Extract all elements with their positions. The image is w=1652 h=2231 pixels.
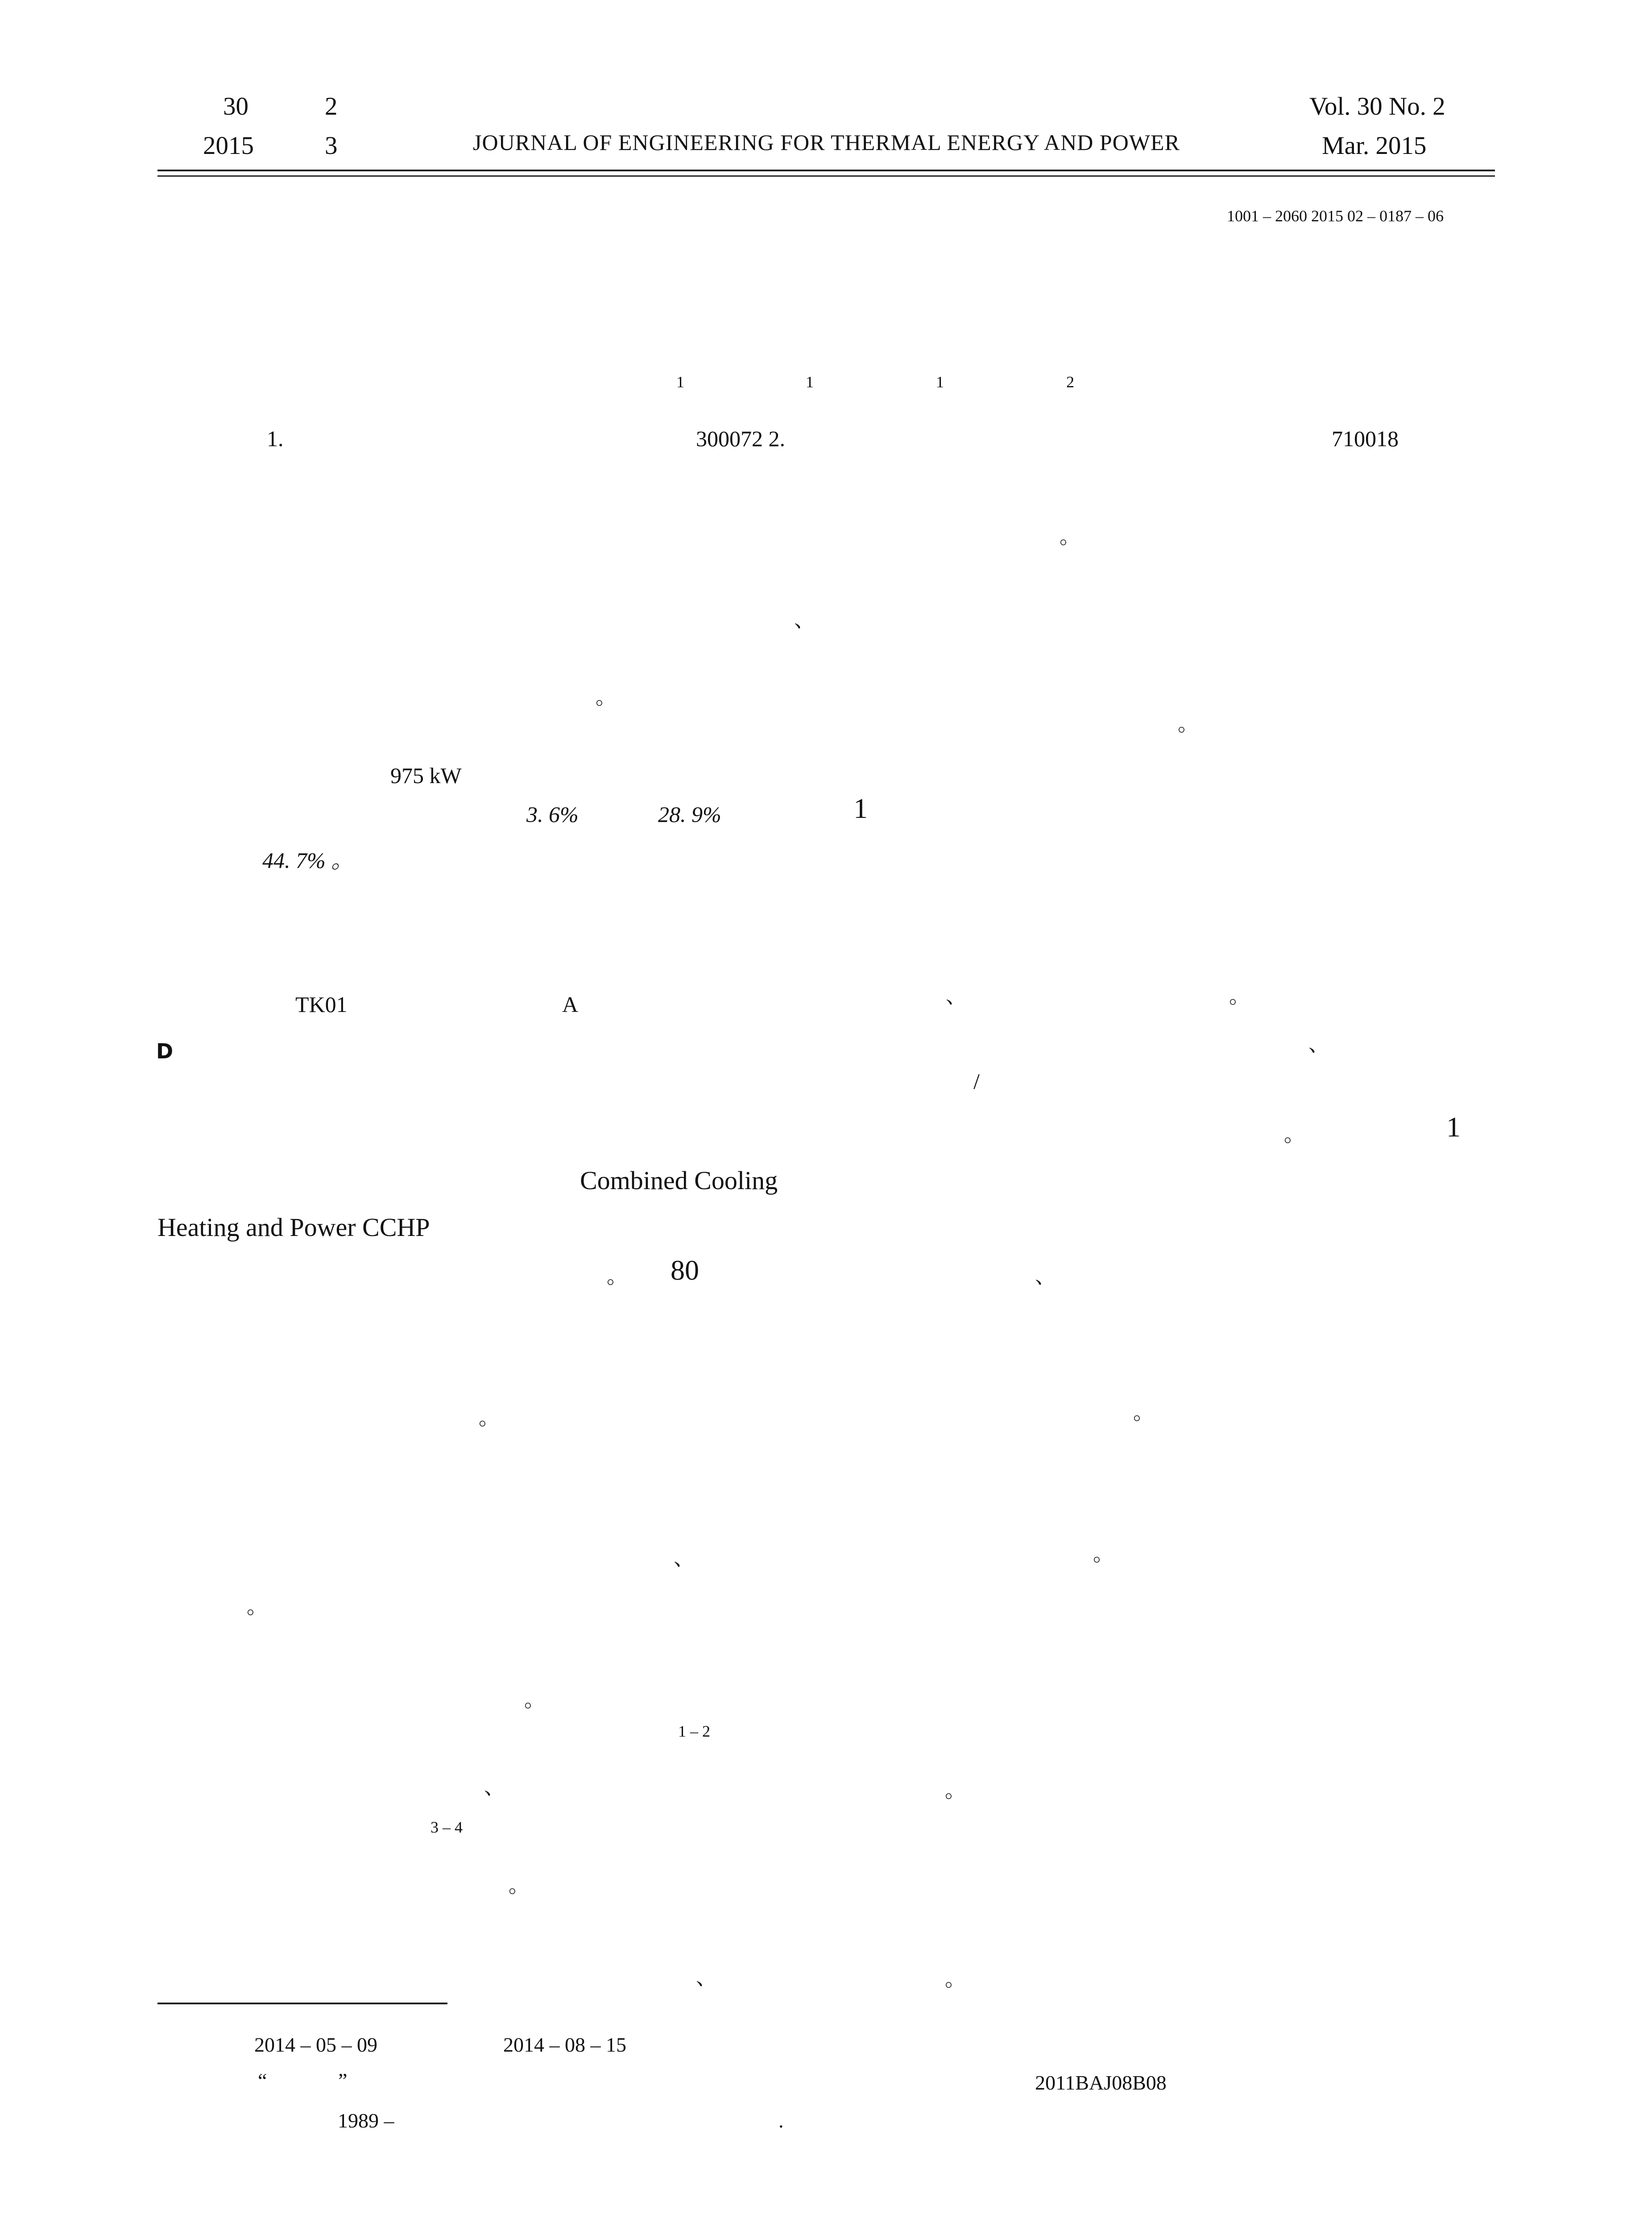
- body-punct: 、: [484, 1776, 505, 1799]
- clc-number: TK01: [295, 992, 348, 1017]
- body-number: 1: [1446, 1111, 1461, 1143]
- affiliation-postcode: 710018: [1332, 426, 1399, 451]
- abstract-punct: 。: [596, 686, 616, 709]
- revised-date: 2014 – 08 – 15: [503, 2033, 626, 2056]
- date-en: Mar. 2015: [1322, 132, 1427, 160]
- body-term: Heating and Power CCHP: [157, 1213, 430, 1242]
- author-superscript: 1: [936, 373, 944, 391]
- article-number: 1001 – 2060 2015 02 – 0187 – 06: [1227, 207, 1444, 225]
- author-superscript: 2: [1066, 373, 1074, 391]
- abstract-punct: 、: [794, 609, 815, 631]
- citation: 3 – 4: [431, 1818, 463, 1836]
- body-punct: 、: [1035, 1265, 1056, 1288]
- abstract-punct: 。: [1060, 525, 1080, 548]
- abstract-percent: 44. 7% 。: [262, 848, 354, 873]
- body-slash: /: [973, 1069, 980, 1094]
- journal-title: JOURNAL OF ENGINEERING FOR THERMAL ENERGY AND POWER: [473, 130, 1180, 155]
- body-punct: 、: [674, 1547, 694, 1570]
- footnote-punct: .: [778, 2109, 784, 2132]
- received-date: 2014 – 05 – 09: [254, 2033, 377, 2056]
- abstract-percent: 3. 6%: [526, 802, 579, 827]
- abstract-value: 1: [853, 792, 868, 824]
- body-punct: 。: [945, 1779, 965, 1802]
- body-punct: 。: [524, 1688, 545, 1711]
- body-punct: 、: [946, 985, 966, 1008]
- body-punct: 。: [509, 1874, 529, 1897]
- citation: 1 – 2: [678, 1722, 710, 1740]
- year-cn: 2015: [203, 132, 254, 160]
- body-punct: 。: [247, 1595, 267, 1618]
- footnote-quote: “: [258, 2069, 267, 2092]
- body-punct: 。: [945, 1968, 965, 1990]
- abstract-power: 975 kW: [390, 763, 462, 788]
- volume-cn: 30: [223, 92, 248, 120]
- footnote-quote: ”: [338, 2069, 348, 2092]
- month-cn: 3: [325, 132, 338, 160]
- body-number: 80: [671, 1254, 699, 1286]
- grant-number: 2011BAJ08B08: [1035, 2071, 1167, 2094]
- footnote-rule: [157, 2003, 447, 2004]
- header-rule-bottom: [157, 175, 1495, 177]
- body-punct: 。: [479, 1406, 499, 1429]
- author-birth: 1989 –: [338, 2109, 394, 2132]
- affiliation-index: 1.: [267, 426, 284, 451]
- body-punct: 。: [1284, 1123, 1304, 1146]
- abstract-punct: 。: [1178, 713, 1198, 735]
- header-rule-top: [157, 170, 1495, 171]
- section-mark: D: [156, 1039, 174, 1063]
- affiliation-postcode: 300072 2.: [696, 426, 785, 451]
- issue-cn: 2: [325, 92, 338, 120]
- abstract-percent: 28. 9%: [658, 802, 721, 827]
- document-code: A: [562, 992, 579, 1017]
- body-punct: 、: [696, 1966, 716, 1989]
- volume-en: Vol. 30 No. 2: [1309, 92, 1445, 120]
- body-term: Combined Cooling: [580, 1166, 778, 1195]
- author-superscript: 1: [806, 373, 814, 391]
- author-superscript: 1: [676, 373, 684, 391]
- body-punct: 。: [1133, 1401, 1154, 1424]
- body-punct: 。: [1093, 1543, 1114, 1565]
- body-punct: 。: [1229, 985, 1250, 1008]
- body-punct: 、: [1308, 1033, 1329, 1056]
- body-punct: 。: [607, 1265, 627, 1288]
